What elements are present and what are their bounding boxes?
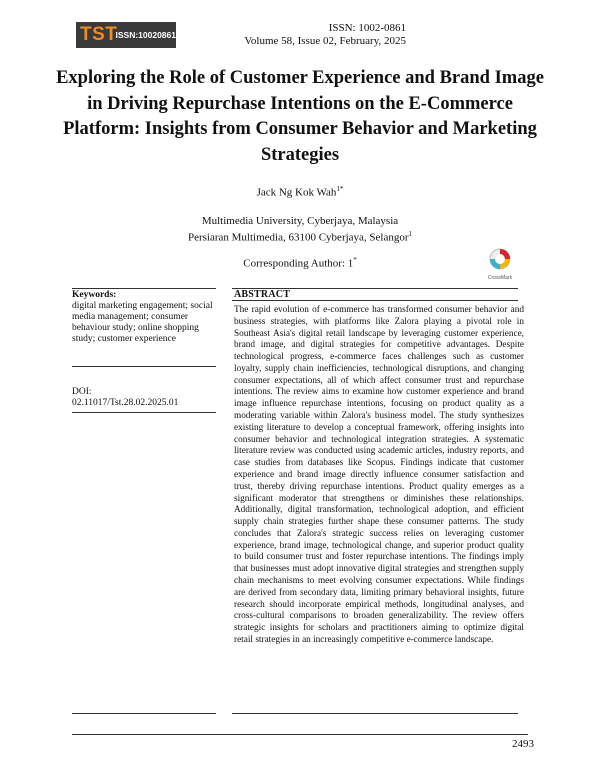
keywords-title: Keywords:	[72, 290, 117, 300]
corresponding-sup: *	[353, 256, 357, 264]
volume-issue: Volume 58, Issue 02, February, 2025	[244, 35, 406, 47]
logo-issn-text: ISSN:10020861	[115, 30, 176, 40]
crossmark-badge[interactable]	[485, 248, 515, 281]
footer-rule	[72, 734, 528, 735]
crossmark-label: CrossMark	[487, 275, 513, 281]
doi-block	[72, 387, 220, 409]
corresponding-author: Corresponding Author: 1*	[243, 256, 357, 270]
abstract-text: The rapid evolution of e-commerce has transformed consumer behavior and business strategies, with platforms like Zalora playing a pivotal role in Southeast Asia's digital retail landscape by leveraging customer experience, brand image, and digital strategies for competitive advantages. Despite technological progress, e-commerce faces challenges such as customer loyalty, supply chain inefficiencies, technological disruptions, and changing consumer expectations, all of which affect consumer trust and repurchase intentions. The review aims to examine how customer experience and brand image influence repurchase intentions, focusing on product quality as a moderating variable within Zalora's business model. The study synthesizes existing literature to develop a conceptual framework, offering insights into consumer behavior and technological integration strategies. A systematic literature review was conducted using academic articles, industry reports, and case studies from databases like Scopus. Findings indicate that customer experience and brand image directly influence consumer satisfaction and trust, thereby driving repurchase intentions. Product quality emerges as a significant moderator that strengthens or diminishes these relationships. Additionally, digital transformation, technological adoption, and efficient supply chain strategies further shape these consumer patterns. The study concludes that Zalora's strategic success relies on leveraging customer experience, brand image, technological change, and superior product quality to build consumer trust and foster repurchase intentions. The findings imply that businesses must adopt innovative digital strategies and strengthen supply chain mechanisms to meet evolving consumer expectations. While findings are derived from secondary data, limiting primary behavioral insights, future research should incorporate empirical methods, longitudinal analyses, and cross-cultural comparisons to broaden generalizability. The review offers strategic insights for scholars and practitioners aiming to optimize digital retail strategies in an increasingly competitive e-commerce landscape.	[234, 305, 524, 645]
page-number: 2493	[512, 738, 534, 750]
doi-label: DOI:	[72, 387, 92, 397]
author-sup: 1*	[336, 185, 344, 193]
paper-title: Exploring the Role of Customer Experience and Brand Image in Driving Repurchase Intentions on the E-Commerce Platform: Insights from Consumer Behavior and Marketing Strategies	[56, 68, 544, 165]
doi-value[interactable]: 02.11017/Tst.28.02.2025.01	[72, 398, 179, 408]
abstract-bottom-rule	[232, 713, 518, 714]
issn: ISSN: 1002-0861	[328, 22, 406, 34]
keywords-block	[72, 290, 220, 345]
author-block	[60, 183, 540, 244]
keywords-top-rule	[72, 288, 216, 289]
journal-logo	[76, 22, 176, 48]
author-name: Jack Ng Kok Wah$^{1*}$	[256, 185, 344, 199]
keywords-bottom-rule	[72, 366, 216, 367]
crossmark-icon	[489, 248, 511, 270]
abstract-title: ABSTRACT	[234, 289, 291, 300]
doi-bottom-rule	[72, 412, 216, 413]
affiliation-line-2: Persiaran Multimedia, 63100 Cyberjaya, Selangor$^1$	[187, 229, 413, 244]
journal-info	[244, 22, 406, 48]
logo-tst-text: TST	[80, 24, 118, 45]
left-bottom-rule	[72, 713, 216, 714]
abstract-title-rule	[232, 300, 518, 301]
affiliation-sup: 1	[408, 229, 413, 238]
keywords-text: digital marketing engagement; social media management; consumer behaviour study; online shopping study; customer experience	[72, 301, 213, 344]
affiliation-line-1: Multimedia University, Cyberjaya, Malaysia	[201, 214, 399, 227]
